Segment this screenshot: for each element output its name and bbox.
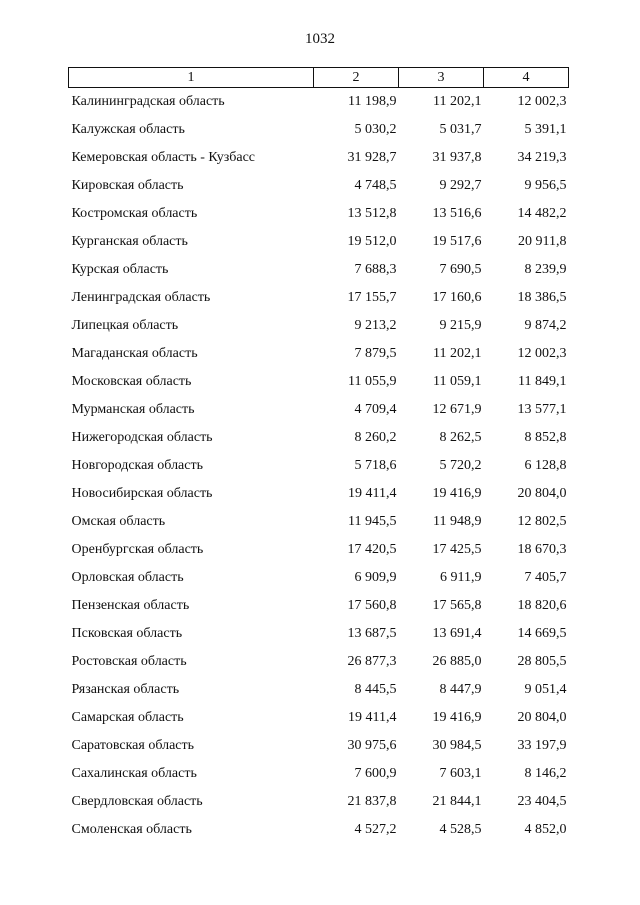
value-col3-cell: 6 911,9	[440, 570, 482, 585]
value-col2-cell: 7 688,3	[354, 262, 397, 277]
value-col2-cell: 5 030,2	[354, 122, 397, 137]
region-cell: Кировская область	[71, 178, 184, 193]
value-col4-cell: 14 482,2	[517, 206, 567, 221]
column-header-4: 4	[484, 68, 569, 88]
region-cell: Самарская область	[71, 710, 184, 725]
region-cell: Рязанская область	[71, 682, 180, 697]
region-cell: Курганская область	[71, 234, 188, 249]
table-row	[69, 788, 569, 816]
value-col4-cell: 9 874,2	[524, 318, 567, 333]
value-col4-cell: 20 804,0	[517, 486, 567, 501]
table-row	[69, 424, 569, 452]
value-col3-cell: 5 720,2	[439, 458, 482, 473]
region-cell: Ленинградская область	[71, 290, 211, 305]
value-col2-cell: 4 527,2	[354, 822, 397, 837]
value-col2-cell: 5 718,6	[354, 458, 397, 473]
table-row	[69, 760, 569, 788]
value-col2-cell: 4 748,5	[354, 178, 397, 193]
value-col3-cell: 11 948,9	[433, 514, 482, 529]
table-header	[69, 68, 569, 88]
table-row	[69, 620, 569, 648]
value-col4-cell: 7 405,7	[524, 570, 567, 585]
value-col3-cell: 26 885,0	[432, 654, 482, 669]
value-col3-cell: 11 202,1	[433, 346, 482, 361]
value-col4-cell: 20 911,8	[518, 234, 567, 249]
value-col2-cell: 7 879,5	[354, 346, 397, 361]
region-cell: Магаданская область	[71, 346, 198, 361]
value-col3-cell: 17 565,8	[432, 598, 482, 613]
table-row	[69, 200, 569, 228]
value-col3-cell: 21 844,1	[432, 794, 482, 809]
value-col4-cell: 9 956,5	[524, 178, 567, 193]
value-col2-cell: 13 512,8	[347, 206, 397, 221]
table-row	[69, 592, 569, 620]
table-row	[69, 172, 569, 200]
value-col3-cell: 19 416,9	[432, 486, 482, 501]
value-col4-cell: 8 239,9	[524, 262, 567, 277]
value-col3-cell: 4 528,5	[439, 822, 482, 837]
table-row	[69, 228, 569, 256]
value-col4-cell: 18 386,5	[517, 290, 567, 305]
value-col4-cell: 20 804,0	[517, 710, 567, 725]
value-col4-cell: 14 669,5	[517, 626, 567, 641]
table-row	[69, 312, 569, 340]
value-col2-cell: 19 411,4	[348, 486, 397, 501]
table-body	[69, 88, 569, 845]
table-row	[69, 88, 569, 117]
table-row	[69, 144, 569, 172]
table-row	[69, 284, 569, 312]
region-cell: Московская область	[71, 374, 192, 389]
region-cell: Пензенская область	[71, 598, 190, 613]
table-row	[69, 536, 569, 564]
region-cell: Курская область	[71, 262, 169, 277]
table-row	[69, 704, 569, 732]
value-col4-cell: 34 219,3	[517, 150, 567, 165]
region-cell: Калининградская область	[71, 94, 225, 109]
value-col2-cell: 11 945,5	[348, 514, 397, 529]
region-cell: Липецкая область	[71, 318, 179, 333]
table-row	[69, 452, 569, 480]
value-col2-cell: 17 155,7	[347, 290, 397, 305]
table-row	[69, 564, 569, 592]
value-col3-cell: 13 516,6	[432, 206, 482, 221]
table-row	[69, 340, 569, 368]
region-cell: Саратовская область	[71, 738, 195, 753]
value-col2-cell: 11 198,9	[348, 94, 397, 109]
value-col2-cell: 31 928,7	[347, 150, 397, 165]
value-col2-cell: 17 420,5	[347, 542, 397, 557]
value-col3-cell: 19 517,6	[432, 234, 482, 249]
value-col3-cell: 12 671,9	[432, 402, 482, 417]
value-col2-cell: 21 837,8	[347, 794, 397, 809]
region-cell: Костромская область	[71, 206, 198, 221]
value-col3-cell: 31 937,8	[432, 150, 482, 165]
column-header-3: 3	[399, 68, 484, 88]
value-col4-cell: 12 002,3	[517, 346, 567, 361]
region-cell: Мурманская область	[71, 402, 195, 417]
value-col4-cell: 12 802,5	[517, 514, 567, 529]
value-col2-cell: 19 411,4	[348, 710, 397, 725]
header-row	[69, 68, 569, 88]
region-cell: Псковская область	[71, 626, 183, 641]
table-row	[69, 480, 569, 508]
page-number: 1032	[305, 31, 335, 47]
region-cell: Новгородская область	[71, 458, 203, 473]
table-row	[69, 396, 569, 424]
value-col4-cell: 11 849,1	[518, 374, 567, 389]
table-row	[69, 648, 569, 676]
value-col4-cell: 23 404,5	[517, 794, 567, 809]
value-col3-cell: 8 262,5	[439, 430, 482, 445]
value-col2-cell: 13 687,5	[347, 626, 397, 641]
region-cell: Смоленская область	[71, 822, 192, 837]
region-cell: Нижегородская область	[71, 430, 213, 445]
value-col2-cell: 7 600,9	[354, 766, 397, 781]
value-col2-cell: 19 512,0	[347, 234, 397, 249]
region-cell: Кемеровская область - Кузбасс	[71, 150, 256, 165]
region-cell: Омская область	[71, 514, 166, 529]
value-col3-cell: 5 031,7	[439, 122, 482, 137]
value-col2-cell: 8 260,2	[354, 430, 397, 445]
value-col4-cell: 18 670,3	[517, 542, 567, 557]
region-cell: Оренбургская область	[71, 542, 204, 557]
value-col2-cell: 8 445,5	[354, 682, 397, 697]
value-col3-cell: 9 292,7	[439, 178, 482, 193]
value-col3-cell: 9 215,9	[439, 318, 482, 333]
region-cell: Новосибирская область	[71, 486, 213, 501]
value-col3-cell: 17 160,6	[432, 290, 482, 305]
value-col4-cell: 33 197,9	[517, 738, 567, 753]
value-col4-cell: 13 577,1	[517, 402, 567, 417]
table-row	[69, 508, 569, 536]
value-col2-cell: 6 909,9	[354, 570, 397, 585]
value-col2-cell: 26 877,3	[347, 654, 397, 669]
value-col4-cell: 28 805,5	[517, 654, 567, 669]
value-col3-cell: 19 416,9	[432, 710, 482, 725]
value-col4-cell: 9 051,4	[524, 682, 567, 697]
value-col4-cell: 5 391,1	[524, 122, 567, 137]
value-col3-cell: 13 691,4	[432, 626, 482, 641]
value-col3-cell: 7 603,1	[439, 766, 482, 781]
column-header-2: 2	[314, 68, 399, 88]
value-col3-cell: 11 202,1	[433, 94, 482, 109]
column-header-1: 1	[69, 68, 314, 88]
value-col2-cell: 9 213,2	[354, 318, 397, 333]
table-row	[69, 368, 569, 396]
value-col2-cell: 4 709,4	[354, 402, 397, 417]
region-cell: Орловская область	[71, 570, 184, 585]
value-col3-cell: 7 690,5	[439, 262, 482, 277]
value-col4-cell: 18 820,6	[517, 598, 567, 613]
value-col3-cell: 17 425,5	[432, 542, 482, 557]
value-col4-cell: 8 146,2	[524, 766, 567, 781]
region-cell: Свердловская область	[71, 794, 203, 809]
table-row	[69, 676, 569, 704]
table-row	[69, 256, 569, 284]
value-col2-cell: 17 560,8	[347, 598, 397, 613]
region-cell: Сахалинская область	[71, 766, 197, 781]
value-col4-cell: 6 128,8	[524, 458, 567, 473]
value-col4-cell: 8 852,8	[524, 430, 567, 445]
region-cell: Калужская область	[71, 122, 185, 137]
table-row	[69, 816, 569, 844]
table-row	[69, 116, 569, 144]
region-cell: Ростовская область	[71, 654, 187, 669]
value-col3-cell: 8 447,9	[439, 682, 482, 697]
data-table	[68, 67, 569, 844]
value-col2-cell: 11 055,9	[348, 374, 397, 389]
table-row	[69, 732, 569, 760]
value-col4-cell: 12 002,3	[517, 94, 567, 109]
value-col3-cell: 30 984,5	[432, 738, 482, 753]
value-col4-cell: 4 852,0	[524, 822, 567, 837]
value-col3-cell: 11 059,1	[433, 374, 482, 389]
value-col2-cell: 30 975,6	[347, 738, 397, 753]
